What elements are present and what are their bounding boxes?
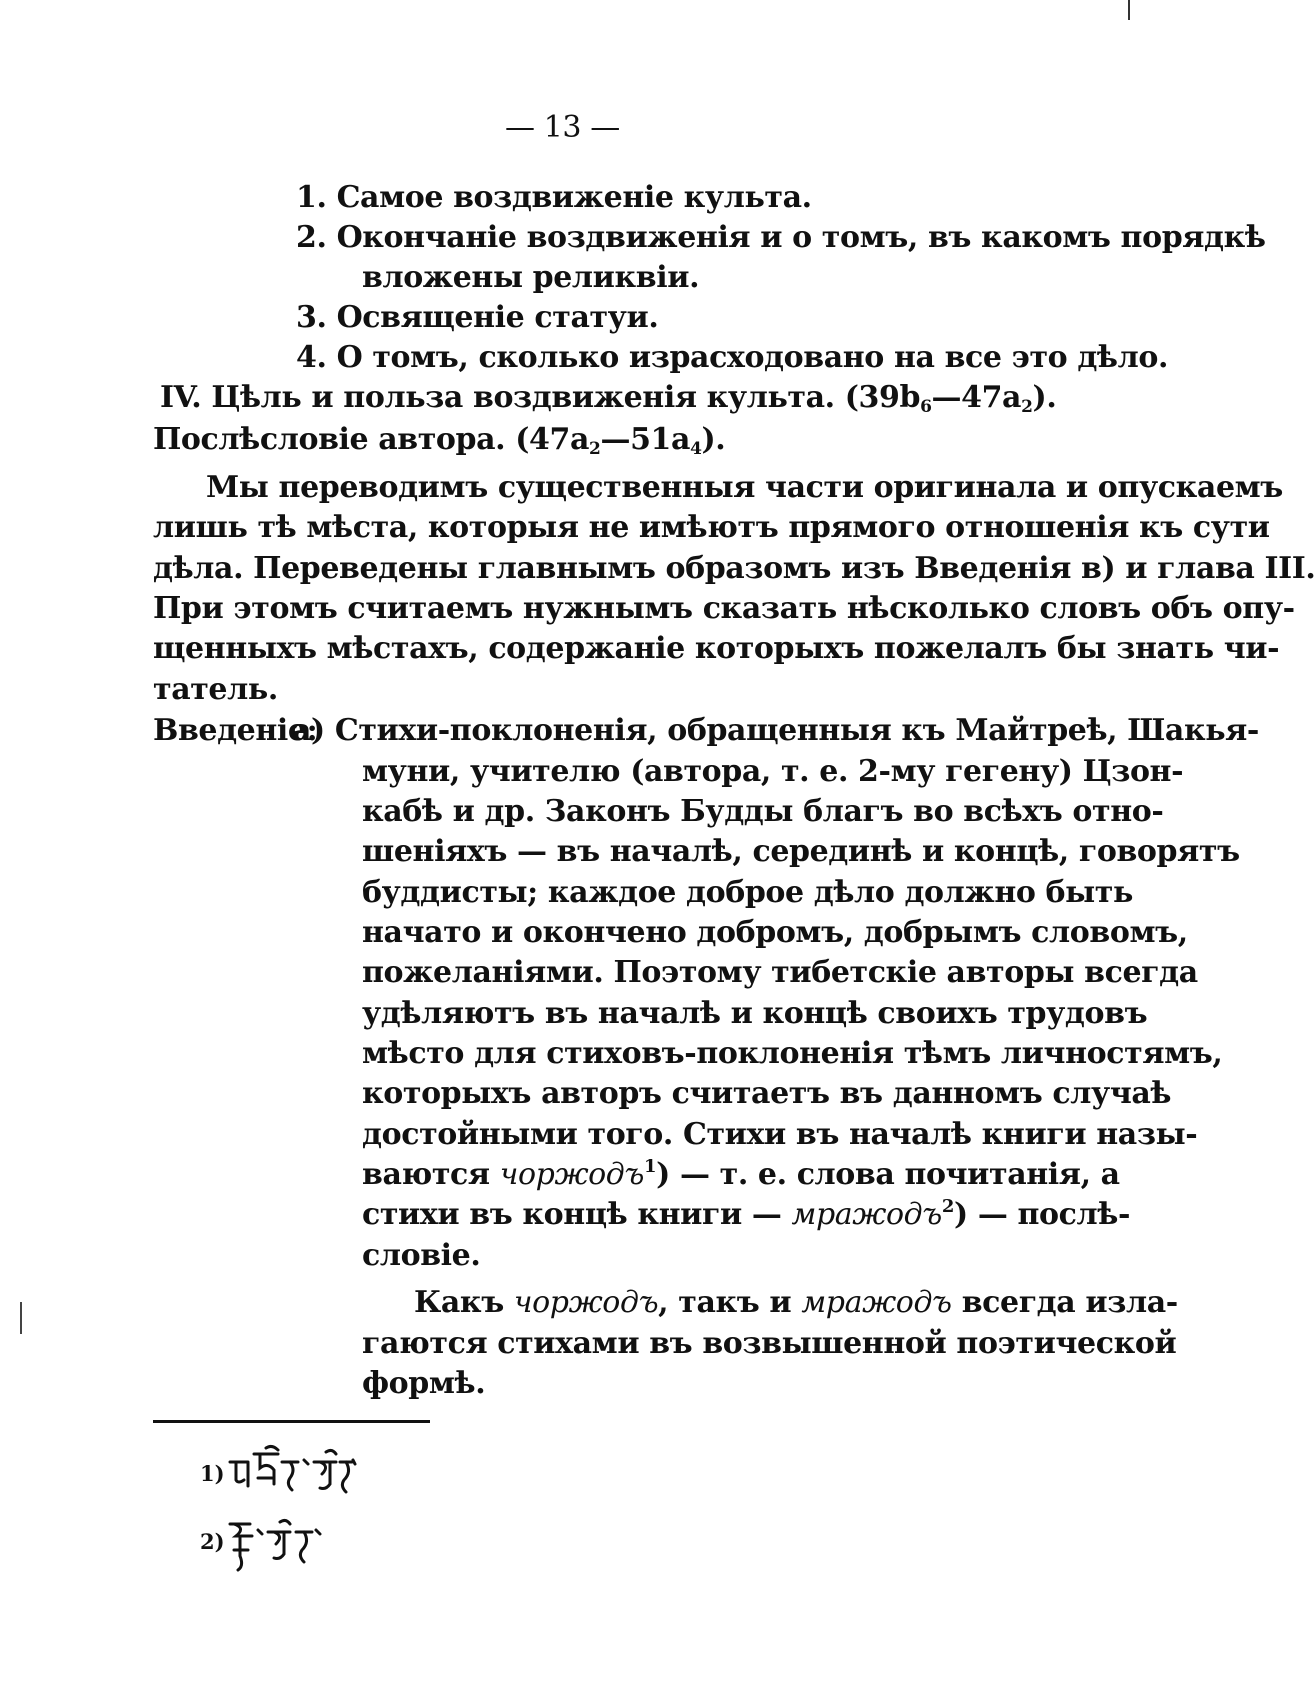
term-chorzhod: чоржодъ xyxy=(499,1157,645,1192)
intro-label: Введеніе: xyxy=(153,713,318,748)
paragraph-1-line-4: При этомъ считаемъ нужнымъ сказать нѣсколько словъ объ опу- xyxy=(153,591,1295,626)
term-mrazhod: мражодъ xyxy=(791,1197,942,1232)
list-item-2: 2. Окончаніе воздвиженія и о томъ, въ какомъ порядкѣ xyxy=(296,220,1266,255)
paragraph-2-line-3: формѣ. xyxy=(362,1366,486,1401)
footnote-2-tibetan xyxy=(226,1510,336,1584)
intro-line-8: удѣляютъ въ началѣ и концѣ своихъ трудовъ xyxy=(362,996,1148,1031)
intro-line-10: которыхъ авторъ считаетъ въ данномъ случаѣ xyxy=(362,1076,1172,1111)
intro-line-1: а) Стихи-поклоненія, обращенныя къ Майтреѣ, Шакья- xyxy=(292,713,1259,748)
paragraph-2-line-1: Какъ чоржодъ, такъ и мражодъ всегда изла- xyxy=(414,1285,1178,1320)
intro-line-13: стихи въ концѣ книги — мражодъ$^2$) — послѣ- xyxy=(362,1196,1131,1232)
paragraph-1-line-3: дѣла. Переведены главнымъ образомъ изъ Введенія в) и глава III. xyxy=(153,551,1315,586)
paragraph-2-line-2: гаются стихами въ возвышенной поэтической xyxy=(362,1326,1177,1361)
scan-edge-mark xyxy=(1128,0,1130,20)
list-item-3: 3. Освященіе статуи. xyxy=(296,300,659,335)
intro-line-14: словіе. xyxy=(362,1238,481,1273)
intro-line-12: ваются чоржодъ$^1$) — т. е. слова почитанія, а xyxy=(362,1156,1120,1192)
paragraph-1-line-6: татель. xyxy=(153,672,278,707)
afterword-heading: Послѣсловіе автора. $(47a_2—51a_4)$. xyxy=(153,422,726,459)
footnote-1-tibetan xyxy=(226,1440,356,1504)
intro-line-4: шеніяхъ — въ началѣ, серединѣ и концѣ, говорятъ xyxy=(362,834,1240,869)
intro-line-2: муни, учителю (автора, т. е. 2-му гегену) Цзон- xyxy=(362,754,1184,789)
list-item-1: 1. Самое воздвиженіе культа. xyxy=(296,180,812,215)
footnote-1-number: 1) xyxy=(200,1461,225,1486)
footnote-ref-2: 2 xyxy=(941,1196,954,1217)
intro-line-5: буддисты; каждое доброе дѣло должно быть xyxy=(362,875,1133,910)
page-number: — 13 — xyxy=(505,110,620,145)
section-iv-heading: IV. Цѣль и польза воздвиженія культа. $(39b_6—47a_2)$. xyxy=(160,380,1057,417)
list-item-2-continuation: вложены реликвіи. xyxy=(362,260,700,295)
footnote-2-number: 2) xyxy=(200,1529,225,1554)
paragraph-1-line-2: лишь тѣ мѣста, которыя не имѣютъ прямого отношенія къ сути xyxy=(153,510,1270,545)
footnote-separator xyxy=(153,1420,430,1423)
list-item-4: 4. О томъ, сколько израсходовано на все это дѣло. xyxy=(296,340,1169,375)
intro-line-7: пожеланіями. Поэтому тибетскіе авторы всегда xyxy=(362,955,1198,990)
intro-line-6: начато и окончено добромъ, добрымъ словомъ, xyxy=(362,915,1188,950)
intro-line-11: достойными того. Стихи въ началѣ книги назы- xyxy=(362,1117,1198,1152)
footnote-ref-1: 1 xyxy=(644,1156,657,1177)
intro-line-9: мѣсто для стиховъ-поклоненія тѣмъ личностямъ, xyxy=(362,1036,1223,1071)
paragraph-1-line-5: щенныхъ мѣстахъ, содержаніе которыхъ пожелалъ бы знать чи- xyxy=(153,631,1280,666)
scan-margin-mark xyxy=(20,1302,22,1334)
paragraph-1-line-1: Мы переводимъ существенныя части оригинала и опускаемъ xyxy=(206,470,1283,505)
intro-line-3: кабѣ и др. Законъ Будды благъ во всѣхъ отно- xyxy=(362,794,1164,829)
